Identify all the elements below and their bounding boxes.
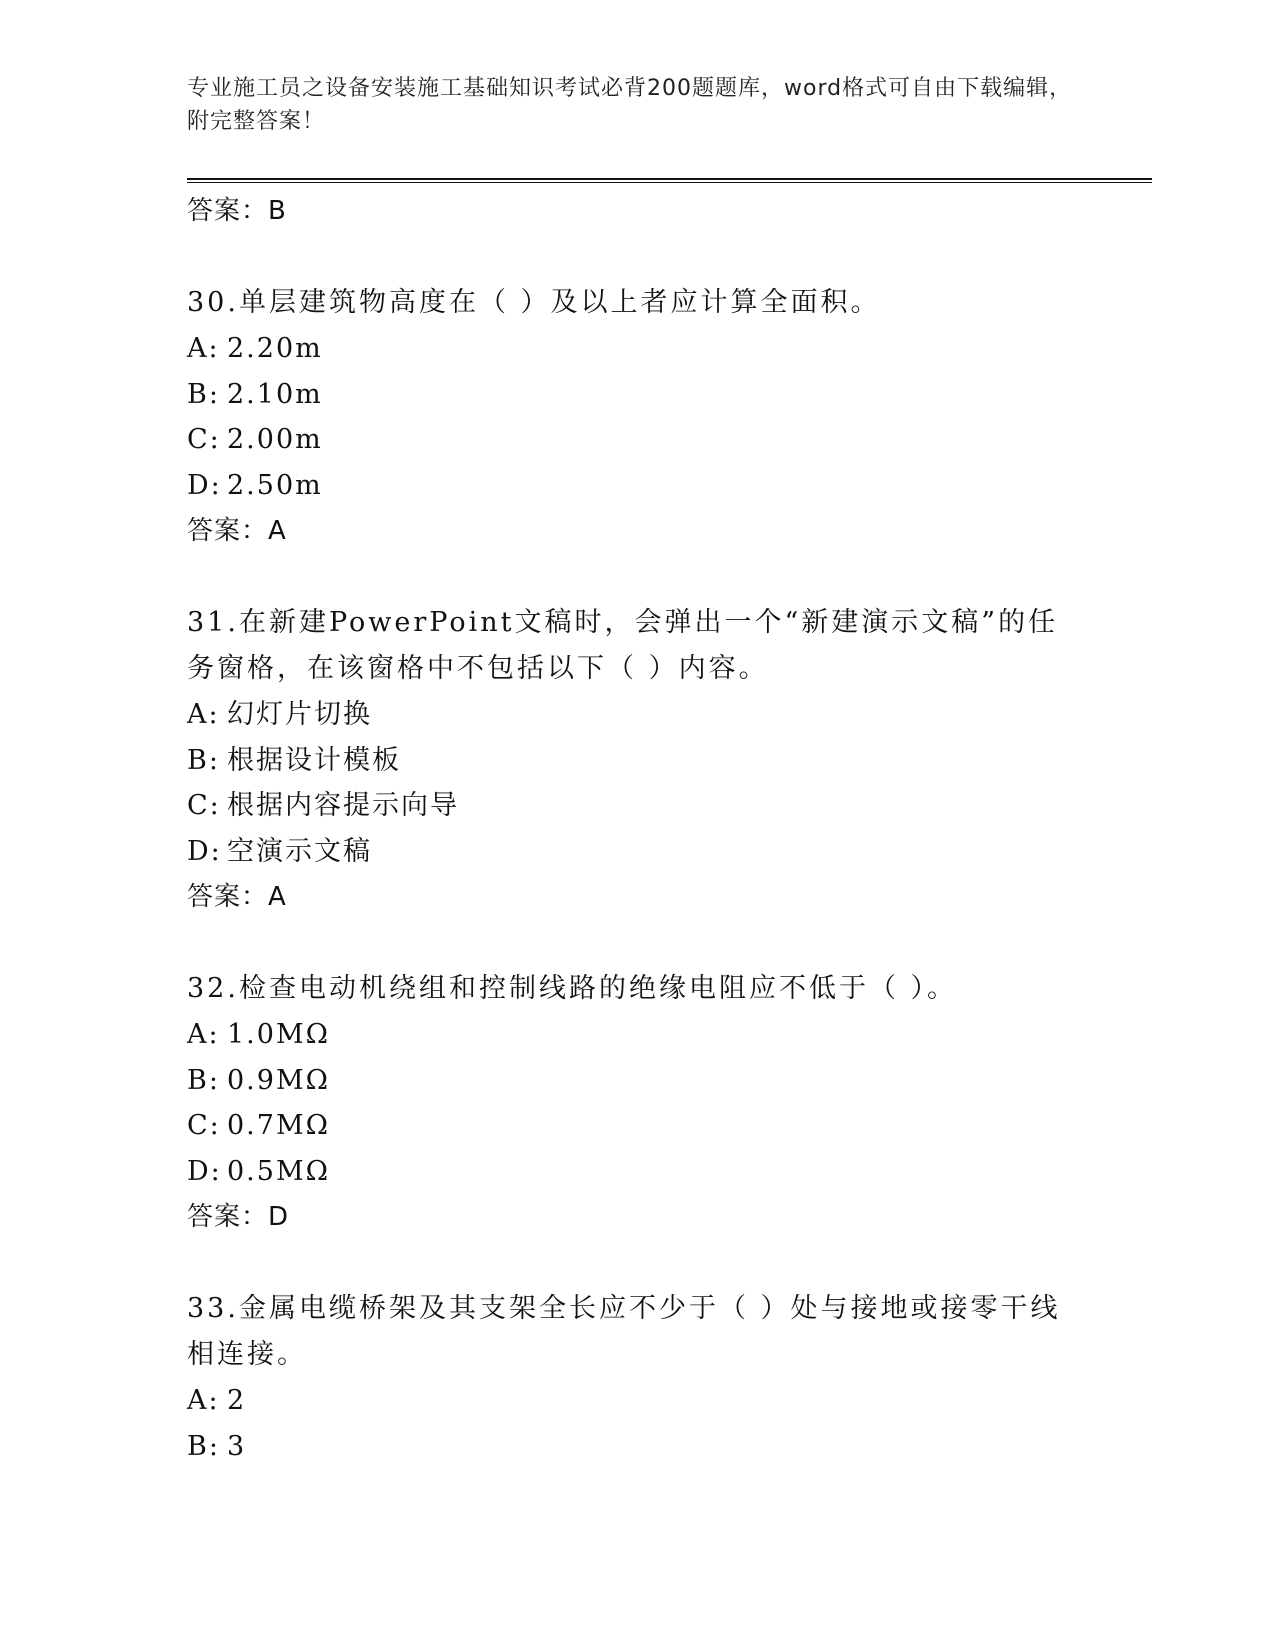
option-c (187, 783, 1087, 829)
option-key: C: (187, 1110, 221, 1141)
option-key: D: (187, 835, 222, 867)
header-rule-thick (187, 178, 1152, 180)
option-text: 2.50m (227, 469, 323, 501)
option-d (187, 829, 1087, 875)
option-d (187, 463, 1087, 509)
question-31 (187, 600, 1087, 920)
question-answer: 答案：A (187, 882, 287, 912)
option-key: A: (187, 1019, 220, 1050)
option-text: 幻灯片切换 (227, 699, 372, 730)
option-key: C: (187, 424, 221, 455)
option-key: C: (187, 790, 221, 821)
option-text: 2.20m (227, 333, 323, 364)
option-key: A: (187, 1385, 220, 1416)
document-header: 专业施工员之设备安装施工基础知识考试必背200题题库，word格式可自由下载编辑，附完整答案！ (187, 76, 1073, 134)
option-b (187, 1058, 1087, 1104)
option-a (187, 1378, 1087, 1424)
option-b (187, 372, 1087, 418)
option-d (187, 1149, 1087, 1195)
option-text: 2 (227, 1385, 247, 1416)
option-b (187, 1424, 1087, 1470)
option-a (187, 326, 1087, 372)
question-list (187, 188, 1087, 1515)
option-text: 根据设计模板 (227, 744, 401, 776)
option-text: 0.7MΩ (227, 1110, 330, 1141)
option-a (187, 692, 1087, 738)
option-key: A: (187, 699, 220, 730)
question-30 (187, 280, 1087, 554)
option-c (187, 1103, 1087, 1149)
question-33 (187, 1286, 1087, 1469)
option-text: 1.0MΩ (227, 1019, 330, 1050)
option-text: 3 (227, 1430, 247, 1462)
option-text: 空演示文稿 (227, 835, 372, 867)
question-stem: 31.在新建PowerPoint文稿时，会弹出一个“新建演示文稿”的任务窗格，在该窗格中不包括以下（ ）内容。 (187, 607, 1059, 684)
option-key: A: (187, 333, 220, 364)
option-key: B: (187, 1430, 220, 1462)
header-rule-thin (187, 182, 1152, 183)
option-text: 根据内容提示向导 (227, 790, 459, 821)
question-answer: 答案：D (187, 1202, 290, 1232)
option-a (187, 1012, 1087, 1058)
option-c (187, 417, 1087, 463)
option-text: 2.10m (227, 378, 323, 410)
option-text: 0.5MΩ (227, 1155, 330, 1187)
option-key: B: (187, 744, 220, 776)
previous-answer: 答案：B (187, 196, 287, 226)
option-key: D: (187, 1155, 222, 1187)
option-text: 0.9MΩ (227, 1064, 330, 1096)
option-key: B: (187, 1064, 220, 1096)
question-stem: 30.单层建筑物高度在（ ）及以上者应计算全面积。 (187, 287, 881, 318)
question-stem: 33.金属电缆桥架及其支架全长应不少于（ ）处与接地或接零干线相连接。 (187, 1293, 1061, 1370)
question-stem: 32.检查电动机绕组和控制线路的绝缘电阻应不低于（ ）。 (187, 973, 958, 1004)
question-answer: 答案：A (187, 516, 287, 546)
question-32 (187, 966, 1087, 1240)
option-b (187, 738, 1087, 784)
option-key: D: (187, 469, 222, 501)
option-key: B: (187, 378, 220, 410)
option-text: 2.00m (227, 424, 323, 455)
